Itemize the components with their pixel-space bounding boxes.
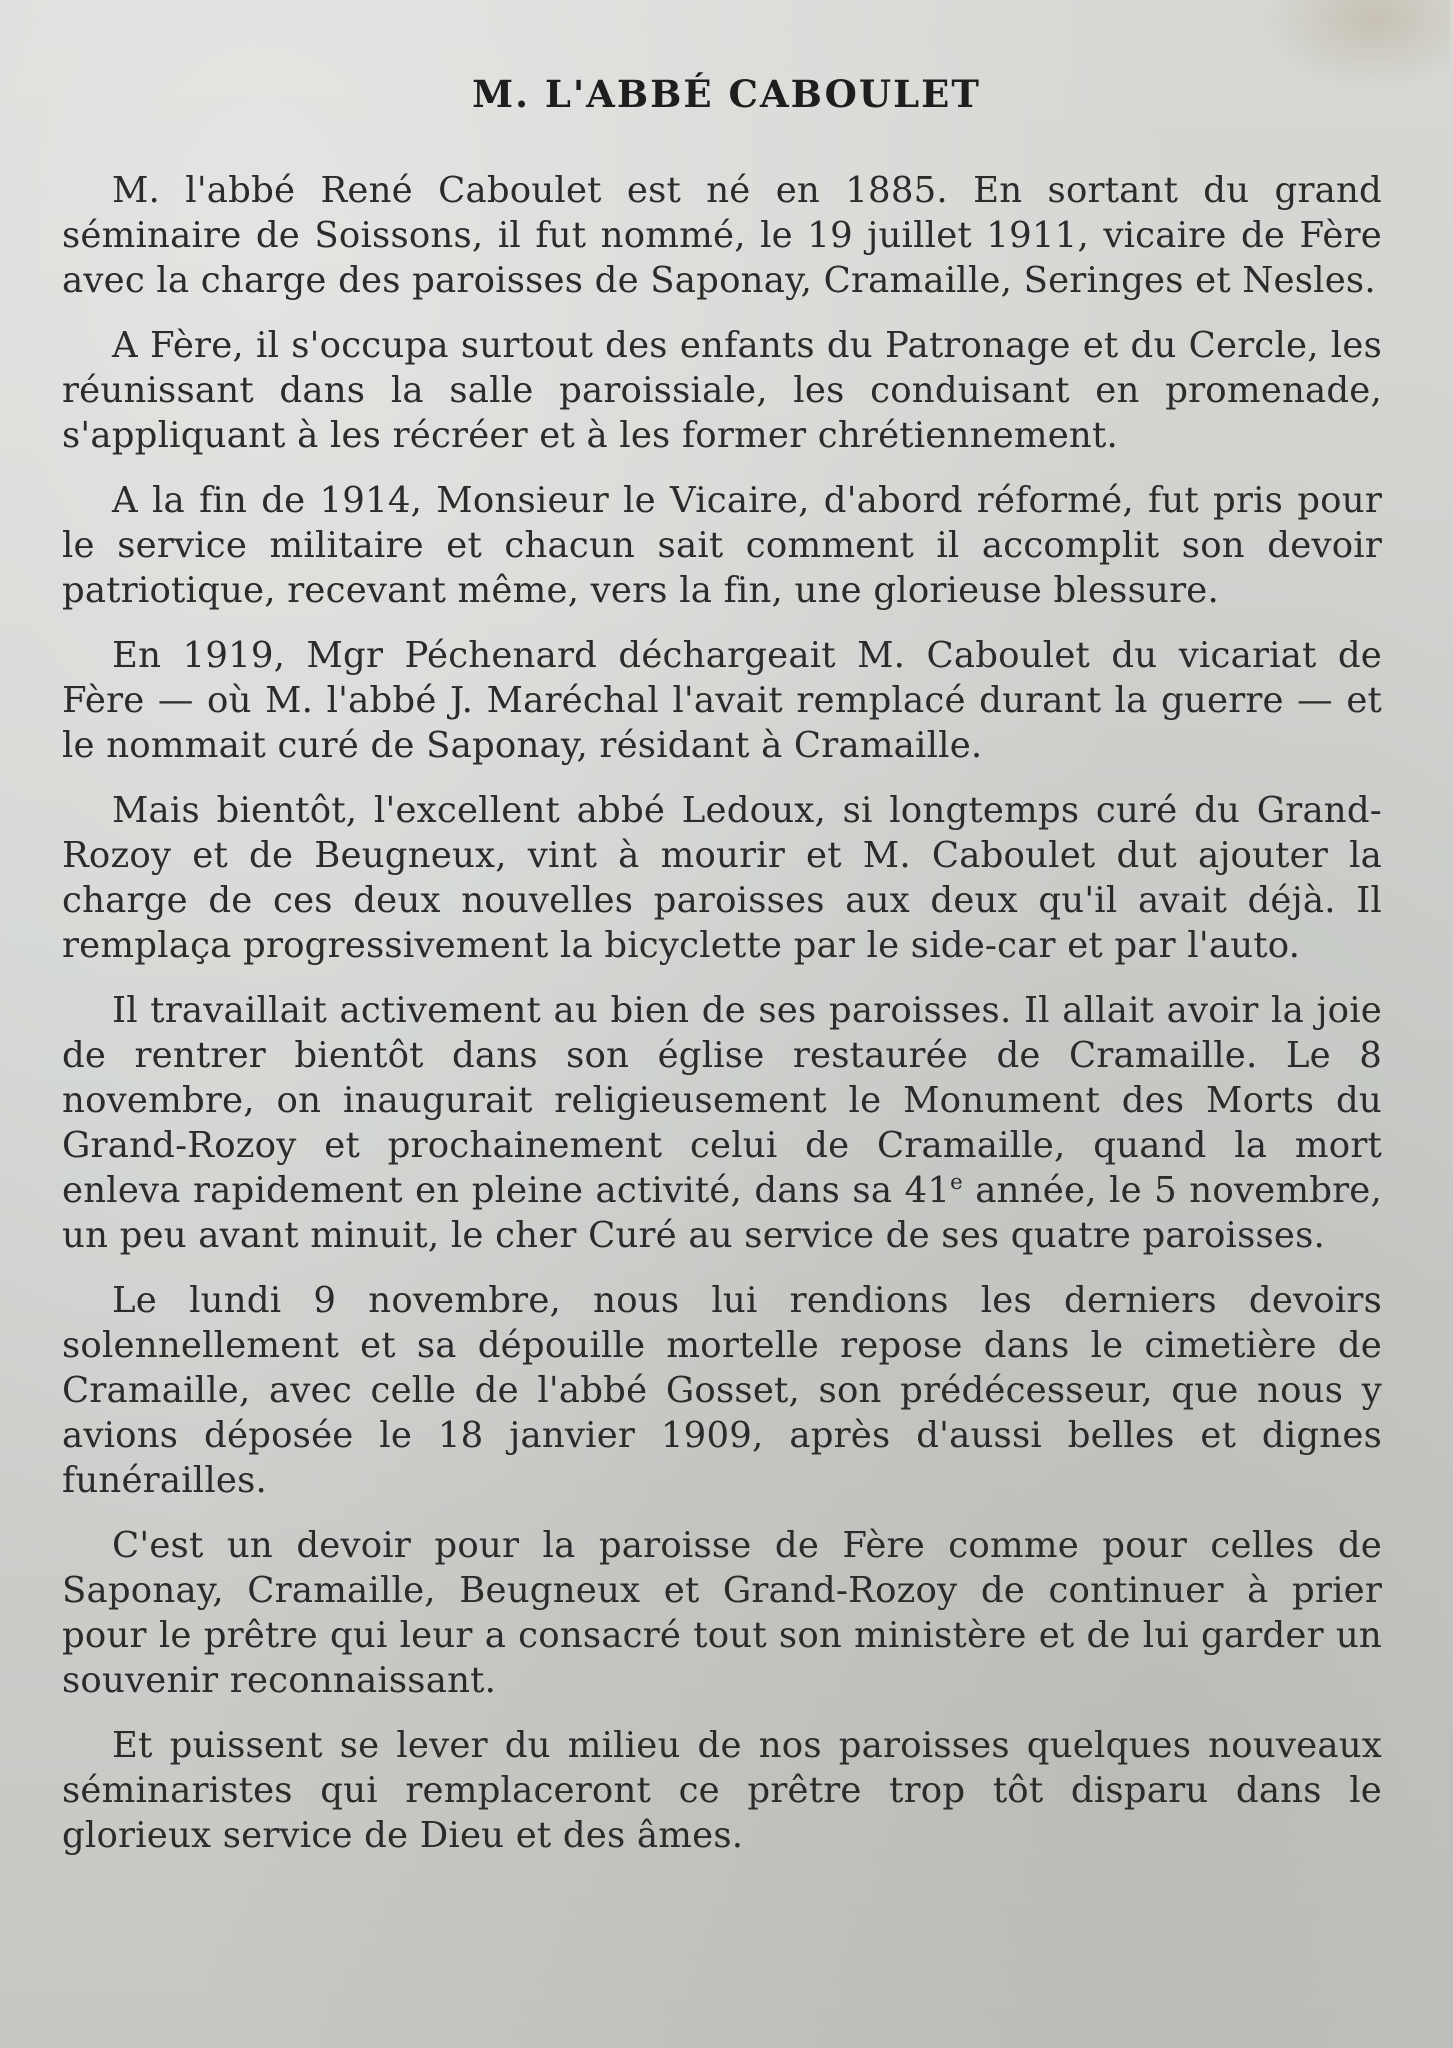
paragraph: C'est un devoir pour la paroisse de Fère comme pour celles de Saponay, Cramaille, Beugneux et Grand-Rozoy de continuer à prier pour le prêtre qui leur a consacré tout son ministère et de lui garder un souvenir reconnaissant. — [62, 1525, 1382, 1701]
article-body — [62, 168, 1382, 1878]
ordinal-suffix: e — [950, 1170, 963, 1196]
paragraph: M. l'abbé René Caboulet est né en 1885. En sortant du grand séminaire de Soissons, il fut nommé, le 19 juillet 1911, vicaire de Fère avec la charge des paroisses de Saponay, Cramaille, Seringes et Nesles. — [62, 170, 1382, 301]
paragraph: Et puissent se lever du milieu de nos paroisses quelques nouveaux séminaristes qui remplaceront ce prêtre trop tôt disparu dans le glorieux service de Dieu et des âmes. — [62, 1725, 1382, 1856]
paragraph-text-before: Il travaillait activement au bien de ses paroisses. Il allait avoir la joie de rentrer bientôt dans son église restaurée de Cramaille. Le 8 novembre, on inaugurait religieusement le Monument des Morts du Grand-Rozoy et prochainement celui de Cramaille, quand la mort enleva rapidement en pleine activité, dans sa 41 — [62, 990, 1382, 1211]
paragraph: En 1919, Mgr Péchenard déchargeait M. Caboulet du vicariat de Fère — où M. l'abbé J. Maréchal l'avait remplacé durant la guerre — et le nommait curé de Saponay, résidant à Cramaille. — [62, 635, 1382, 766]
paragraph: A Fère, il s'occupa surtout des enfants du Patronage et du Cercle, les réunissant dans la salle paroissiale, les conduisant en promenade, s'appliquant à les récréer et à les former chrétiennement. — [62, 325, 1382, 456]
page-title: M. L'ABBÉ CABOULET — [472, 72, 981, 116]
paragraph: A la fin de 1914, Monsieur le Vicaire, d'abord réformé, fut pris pour le service militaire et chacun sait comment il accomplit son devoir patriotique, recevant même, vers la fin, une glorieuse blessure. — [62, 480, 1382, 611]
paragraph: Le lundi 9 novembre, nous lui rendions les derniers devoirs solennellement et sa dépouille mortelle repose dans le cimetière de Cramaille, avec celle de l'abbé Gosset, son prédécesseur, que nous y avions déposée le 18 janvier 1909, après d'aussi belles et dignes funérailles. — [62, 1280, 1382, 1501]
paragraph: Mais bientôt, l'excellent abbé Ledoux, si longtemps curé du Grand-Rozoy et de Beugneux, vint à mourir et M. Caboulet dut ajouter la charge de ces deux nouvelles paroisses aux deux qu'il avait déjà. Il remplaça progressivement la bicyclette par le side-car et par l'auto. — [62, 790, 1382, 966]
paragraph-text-after: année, le 5 novembre, un peu avant minuit, le cher Curé au service de ses quatre paroisses. — [62, 1170, 1383, 1256]
paragraph-with-ordinal — [62, 988, 1382, 1258]
